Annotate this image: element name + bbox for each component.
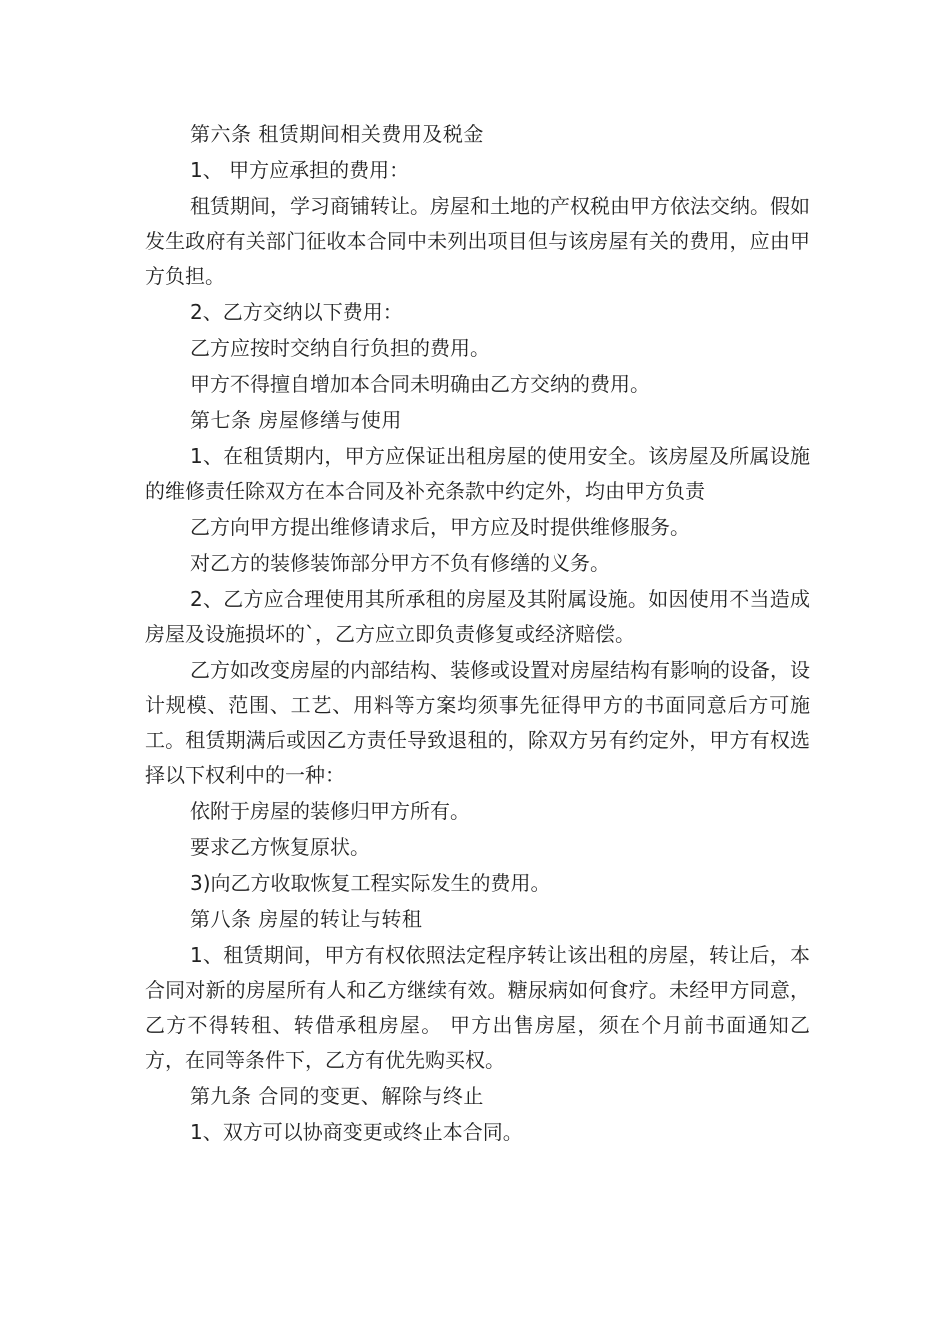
article-7-item-1-body-2: 对乙方的装修装饰部分甲方不负有修缮的义务。	[190, 551, 610, 575]
article-7-heading: 第七条 房屋修缮与使用	[190, 408, 402, 432]
article-6-heading: 第六条 租赁期间相关费用及税金	[190, 122, 484, 146]
article-7-item-1-body-1: 乙方向甲方提出维修请求后，甲方应及时提供维修服务。	[190, 515, 690, 539]
article-7-item-2-body-1: 乙方如改变房屋的内部结构、装修或设置对房屋结构有影响的设备，设计规模、范围、工艺、用料等方案均须事先征得甲方的书面同意后方可施工。租赁期满后或因乙方责任导致退租的，除双方另有约定外，甲方有权选择以下权利中的一种：	[145, 658, 810, 787]
article-7-item-1: 1、在租赁期内，甲方应保证出租房屋的使用安全。该房屋及所属设施的维修责任除双方在本合同及补充条款中约定外，均由甲方负责	[145, 444, 810, 503]
article-9-heading: 第九条 合同的变更、解除与终止	[190, 1084, 484, 1108]
article-8-heading: 第八条 房屋的转让与转租	[190, 907, 423, 931]
article-7-item-2-option-1: 依附于房屋的装修归甲方所有。	[190, 799, 470, 823]
article-7-item-2: 2、乙方应合理使用其所承租的房屋及其附属设施。如因使用不当造成房屋及设施损坏的`，乙方应立即负责修复或经济赔偿。	[145, 587, 810, 646]
article-6-item-1-body: 租赁期间，学习商铺转让。房屋和土地的产权税由甲方依法交纳。假如发生政府有关部门征收本合同中未列出项目但与该房屋有关的费用，应由甲方负担。	[145, 194, 810, 288]
article-9-item-1: 1、双方可以协商变更或终止本合同。	[190, 1120, 523, 1144]
article-6-item-2-body-2: 甲方不得擅自增加本合同未明确由乙方交纳的费用。	[190, 372, 650, 396]
article-6-item-1: 1、 甲方应承担的费用：	[190, 158, 410, 182]
article-6-item-2-body-1: 乙方应按时交纳自行负担的费用。	[190, 336, 490, 360]
article-8-item-1: 1、租赁期间，甲方有权依照法定程序转让该出租的房屋，转让后，本合同对新的房屋所有人和乙方继续有效。糖尿病如何食疗。未经甲方同意，乙方不得转租、转借承租房屋。 甲方出售房屋，须在个月前书面通知乙方，在同等条件下，乙方有优先购买权。	[145, 943, 810, 1072]
article-7-item-2-option-3: 3)向乙方收取恢复工程实际发生的费用。	[190, 871, 551, 895]
article-7-item-2-option-2: 要求乙方恢复原状。	[190, 835, 370, 859]
document-body	[145, 117, 810, 1151]
article-6-item-2: 2、乙方交纳以下费用：	[190, 300, 403, 324]
